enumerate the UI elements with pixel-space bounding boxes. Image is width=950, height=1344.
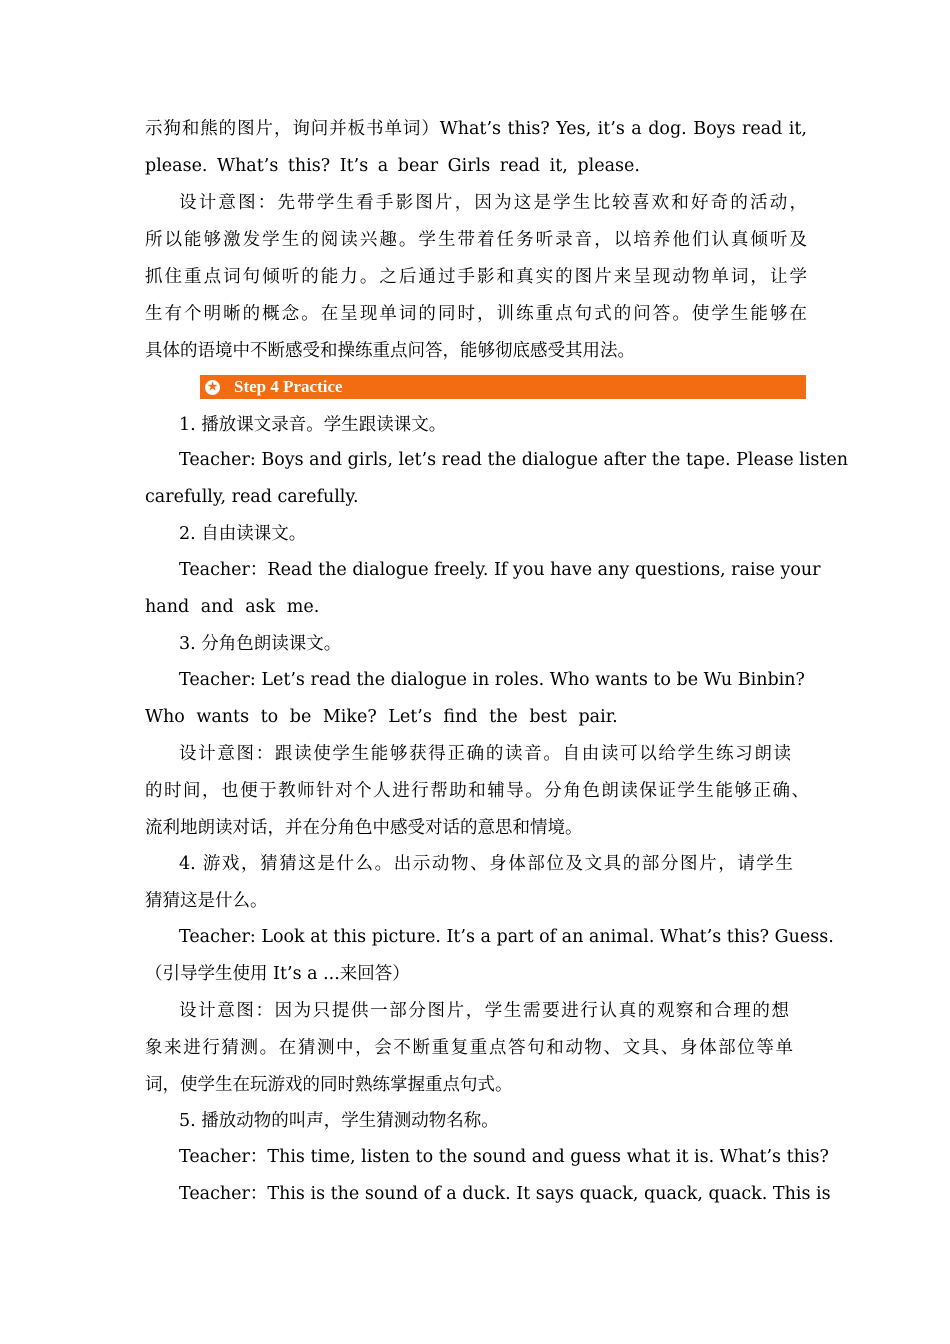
design-intent-line: 的时间，也便于教师针对个人进行帮助和辅导。分角色朗读保证学生能够正确、 — [145, 781, 809, 801]
step-4-header — [200, 375, 806, 399]
paragraph-line: please. What’s this? It’s a bear Girls read it, please. — [145, 156, 640, 176]
design-intent-line: 词，使学生在玩游戏的同时熟练掌握重点句式。 — [145, 1075, 513, 1095]
practice-item-4-title: 4. 游戏，猜猜这是什么。出示动物、身体部位及文具的部分图片，请学生 — [179, 854, 793, 874]
teacher-line: Teacher：This time, listen to the sound and guess what it is. What’s this? — [179, 1147, 829, 1167]
design-intent-line: 流利地朗读对话，并在分角色中感受对话的意思和情境。 — [145, 818, 583, 838]
practice-item-1-title: 1. 播放课文录音。学生跟读课文。 — [179, 415, 447, 435]
teacher-line: Teacher：This is the sound of a duck. It says quack, quack, quack. This is — [179, 1184, 831, 1204]
teacher-line: Teacher: Let’s read the dialogue in roles. Who wants to be Wu Binbin? — [179, 670, 805, 690]
design-intent-line: 设计意图：因为只提供一部分图片，学生需要进行认真的观察和合理的想 — [179, 1001, 789, 1021]
design-intent-line: 设计意图：跟读使学生能够获得正确的读音。自由读可以给学生练习朗读 — [179, 744, 791, 764]
teacher-line: hand and ask me. — [145, 597, 320, 617]
star-badge-icon: ★ — [205, 380, 220, 395]
design-intent-line: 具体的语境中不断感受和操练重点问答，能够彻底感受其用法。 — [145, 341, 635, 361]
teacher-line: （引导学生使用 It’s a ...来回答） — [145, 964, 410, 984]
teacher-line: Who wants to be Mike? Let’s find the best pair. — [145, 707, 618, 727]
teacher-line: Teacher：Read the dialogue freely. If you have any questions, raise your — [179, 560, 821, 580]
design-intent-line: 象来进行猜测。在猜测中，会不断重复重点答句和动物、文具、身体部位等单 — [145, 1038, 793, 1058]
design-intent-line: 所以能够激发学生的阅读兴趣。学生带着任务听录音，以培养他们认真倾听及 — [145, 230, 807, 250]
practice-item-5-title: 5. 播放动物的叫声，学生猜测动物名称。 — [179, 1111, 499, 1131]
teacher-line: carefully, read carefully. — [145, 487, 359, 507]
practice-item-4-title: 猜猜这是什么。 — [145, 891, 268, 911]
step-4-title: Step 4 Practice — [234, 377, 343, 396]
teacher-line: Teacher: Look at this picture. It’s a part of an animal. What’s this? Guess. — [179, 927, 834, 947]
teacher-line: Teacher: Boys and girls, let’s read the dialogue after the tape. Please listen — [179, 450, 849, 470]
practice-item-2-title: 2. 自由读课文。 — [179, 524, 307, 544]
design-intent-line: 设计意图：先带学生看手影图片，因为这是学生比较喜欢和好奇的活动， — [179, 193, 807, 213]
design-intent-line: 生有个明晰的概念。在呈现单词的同时，训练重点句式的问答。使学生能够在 — [145, 304, 807, 324]
design-intent-line: 抓住重点词句倾听的能力。之后通过手影和真实的图片来呈现动物单词，让学 — [145, 267, 807, 287]
paragraph-line: 示狗和熊的图片，询问并板书单词）What’s this? Yes, it’s a dog. Boys read it, — [145, 119, 807, 139]
practice-item-3-title: 3. 分角色朗读课文。 — [179, 634, 342, 654]
